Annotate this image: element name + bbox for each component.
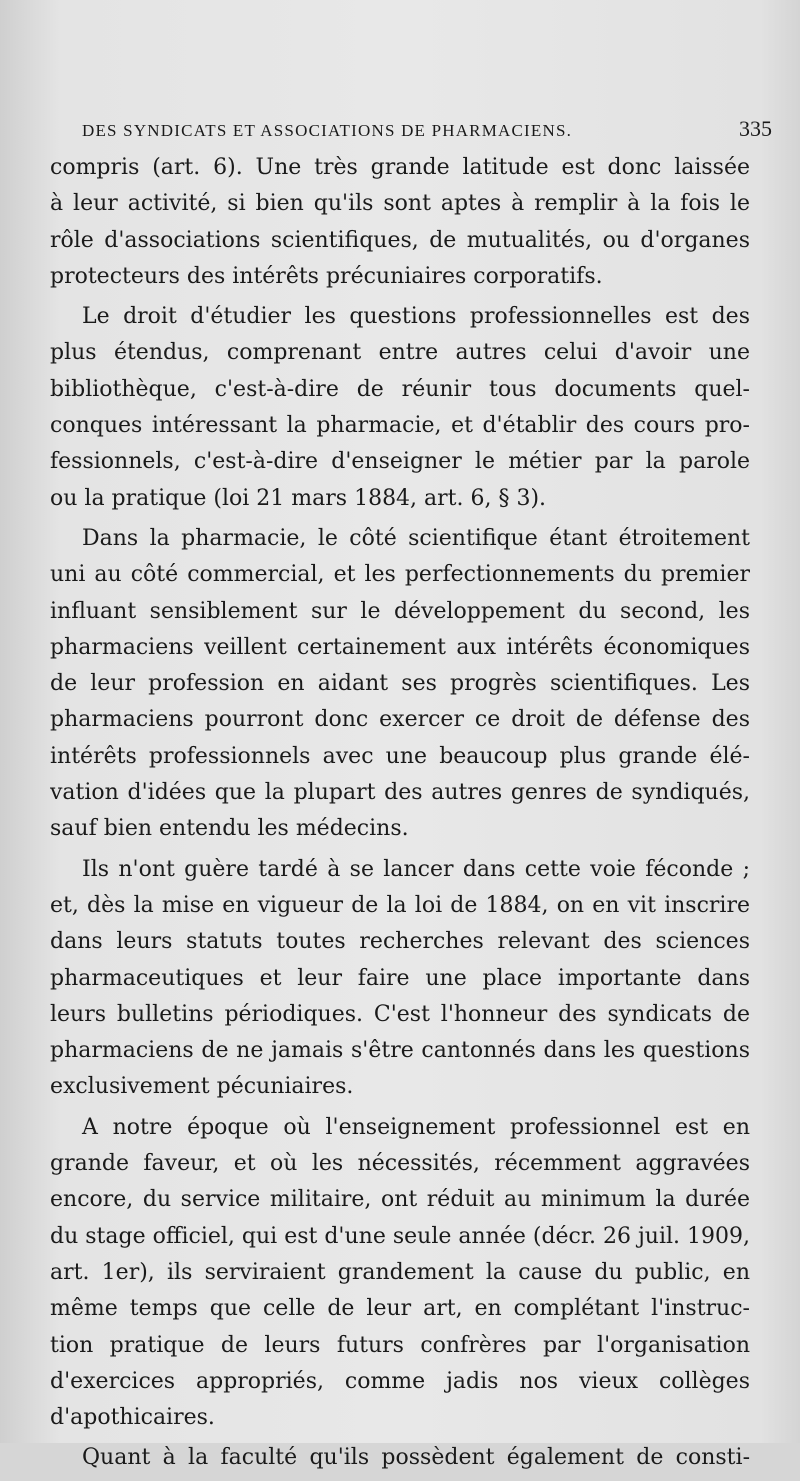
- paragraph: [50, 299, 750, 517]
- text-line: bibliothèque, c'est-à-dire de réunir tous documents quel-: [50, 376, 750, 402]
- text-line: pharmaceutiques et leur faire une place importante dans: [50, 965, 750, 991]
- text-line: uni au côté commercial, et les perfectionnements du premier: [50, 562, 750, 588]
- text-line: exclusivement pécuniaires.: [50, 1074, 354, 1100]
- text-line: d'exercices appropriés, comme jadis nos vieux collèges: [50, 1368, 750, 1394]
- text-line: Dans la pharmacie, le côté scientifique étant étroitement: [82, 525, 750, 551]
- text-line: plus étendus, comprenant entre autres celui d'avoir une: [50, 340, 750, 366]
- text-line: leurs bulletins périodiques. C'est l'honneur des syndicats de: [50, 1001, 750, 1027]
- text-line: dans leurs statuts toutes recherches relevant des sciences: [50, 929, 750, 955]
- text-line: à leur activité, si bien qu'ils sont aptes à remplir à la fois le: [50, 191, 750, 217]
- page-header: [82, 116, 772, 146]
- text-line: pharmaciens veillent certainement aux intérêts économiques: [50, 634, 750, 660]
- text-line: sauf bien entendu les médecins.: [50, 816, 409, 842]
- text-line: conques intéressant la pharmacie, et d'établir des cours pro-: [50, 413, 750, 439]
- text-line: même temps que celle de leur art, en complétant l'instruc-: [50, 1296, 750, 1322]
- text-line: A notre époque où l'enseignement professionnel est en: [82, 1114, 750, 1140]
- text-line: protecteurs des intérêts précuniaires corporatifs.: [50, 263, 603, 289]
- text-line: pharmaciens de ne jamais s'être cantonnés dans les questions: [50, 1038, 750, 1064]
- text-line: du stage officiel, qui est d'une seule année (décr. 26 juil. 1909,: [50, 1223, 750, 1249]
- text-line: intérêts professionnels avec une beaucoup plus grande élé-: [50, 743, 750, 769]
- text-line: tion pratique de leurs futurs confrères par l'organisation: [50, 1332, 750, 1358]
- text-line: influant sensiblement sur le développement du second, les: [50, 598, 750, 624]
- page-number: 335: [739, 116, 772, 141]
- text-line: d'apothicaires.: [50, 1405, 215, 1431]
- text-line: vation d'idées que la plupart des autres genres de syndiqués,: [50, 780, 750, 806]
- text-line: Quant à la faculté qu'ils possèdent également de consti-: [82, 1445, 750, 1471]
- paragraph: [50, 521, 750, 848]
- text-line: encore, du service militaire, ont réduit au minimum la durée: [50, 1187, 750, 1213]
- paragraph: [50, 1440, 750, 1476]
- text-line: fessionnels, c'est-à-dire d'enseigner le métier par la parole: [50, 449, 750, 475]
- text-line: art. 1er), ils serviraient grandement la cause du public, en: [50, 1259, 750, 1285]
- text-line: grande faveur, et où les nécessités, récemment aggravées: [50, 1151, 750, 1177]
- text-line: pharmaciens pourront donc exercer ce droit de défense des: [50, 707, 750, 733]
- text-line: et, dès la mise en vigueur de la loi de 1884, on en vit inscrire: [50, 892, 750, 918]
- text-line: Le droit d'étudier les questions professionnelles est des: [82, 304, 750, 330]
- text-line: compris (art. 6). Une très grande latitude est donc laissée: [50, 155, 750, 180]
- text-line: ou la pratique (loi 21 mars 1884, art. 6, § 3).: [50, 485, 547, 511]
- paragraph: [50, 1110, 750, 1437]
- paragraph: [50, 852, 750, 1106]
- paragraph: [50, 150, 750, 295]
- body-text: [50, 150, 750, 1481]
- running-title: DES SYNDICATS ET ASSOCIATIONS DE PHARMACIENS.: [82, 121, 573, 140]
- text-line: de leur profession en aidant ses progrès scientifiques. Les: [50, 671, 750, 697]
- text-line: Ils n'ont guère tardé à se lancer dans cette voie féconde ;: [82, 856, 750, 882]
- text-line: rôle d'associations scientifiques, de mutualités, ou d'organes: [50, 227, 750, 253]
